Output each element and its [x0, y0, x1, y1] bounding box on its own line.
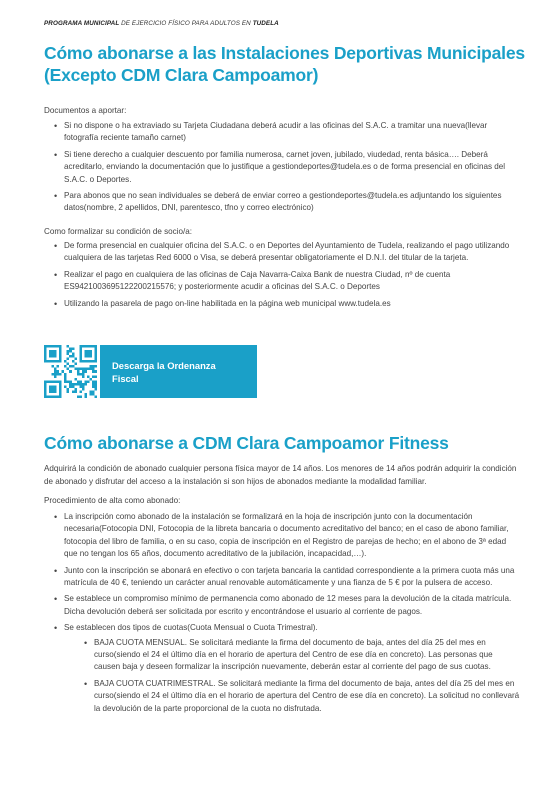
list-item [44, 622, 520, 715]
list-item: • Si no dispone o ha extraviado su Tarjeta Ciudadana deberá acudir a las oficinas del S.A.C. a tramitar una nueva(llevar fotografía reciente tamaño carnet) [44, 120, 520, 145]
qr-code[interactable] [44, 345, 97, 398]
header-middle: DE EJERCICIO FÍSICO PARA ADULTOS EN [121, 20, 251, 27]
list-item: • Se establece un compromiso mínimo de permanencia como abonado de 12 meses para la devolución de la citada matrícula. Dicha devolución deberá ser solicitada por escrito y encontrándose el usuario al corriente de pagos. [44, 593, 520, 618]
docs-list [44, 120, 520, 219]
section2-intro: Adquirirá la condición de abonado cualquier persona física mayor de 14 años. Los menores de 14 años podrán adquirir la condición de abonado y disfrutar del acceso a la instalación si son hijos de abonados mediante la modalidad familiar. [44, 464, 517, 486]
list-item: • BAJA CUOTA CUATRIMESTRAL. Se solicitará mediante la firma del documento de baja, antes del día 25 del mes en curso(siendo el 24 el último día en el horario de apertura del Centro de ese día en concreto). La solicitud no conllevará la devolución de la parte proporcional de la cuota no disfrutada. [74, 678, 520, 715]
header-city: TUDELA [252, 20, 279, 27]
list-item: • De forma presencial en cualquier oficina del S.A.C. o en Deportes del Ayuntamiento de Tudela, realizando el pago utilizando cualquiera de las tarjetas Red 6000 o Visa, se deberá presentar obligatoriamente el D.N.I. del titular de la tarjeta. [44, 240, 520, 265]
list-item: • Utilizando la pasarela de pago on-line habilitada en la página web municipal www.tudela.es [44, 298, 520, 310]
header-prefix: PROGRAMA MUNICIPAL [44, 20, 120, 27]
procedure-label: Procedimiento de alta como abonado: [44, 496, 181, 505]
formalize-label: Como formalizar su condición de socio/a: [44, 227, 193, 236]
list-item: • La inscripción como abonado de la instalación se formalizará en la hoja de inscripción junto con la documentación necesaria(Fotocopia DNI, Fotocopia de la libreta bancaria o documento acreditativo del banco; en el caso de abono familiar, fotocopia del libro de familia, o en su caso, copia de inscripción en el Registro de parejas de hecho; en el abono de 3ª edad que no tengan los 65 años, documento acreditativo de la jubilación, incapacidad,…). [44, 511, 520, 561]
section1-title-line2: (Excepto CDM Clara Campoamor) [44, 65, 319, 85]
download-button-label: Descarga la Ordenanza Fiscal [112, 360, 216, 384]
procedure-list [44, 511, 520, 719]
download-ordinance-button[interactable] [100, 345, 257, 398]
section1-title-line1: Cómo abonarse a las Instalaciones Deportivas Municipales [44, 43, 525, 63]
docs-label: Documentos a aportar: [44, 106, 127, 115]
quota-types-intro: Se establecen dos tipos de cuotas(Cuota Mensual o Cuota Trimestral). [64, 623, 318, 633]
list-item: • Junto con la inscripción se abonará en efectivo o con tarjeta bancaria la cantidad correspondiente a la primera cuota más una matrícula de 40 €, teniendo un carácter anual renovable automáticamente y una fianza de 5 € por la pulsera de acceso. [44, 565, 520, 590]
page-header [44, 20, 279, 27]
list-item: • BAJA CUOTA MENSUAL. Se solicitará mediante la firma del documento de baja, antes del día 25 del mes en curso(siendo el 24 el último día en el horario de apertura del Centro de ese día en concreto). Las personas que causen baja y deseen formalizar la inscripción nuevamente, deberán estar al corriente del pago de sus cuotas. [74, 637, 520, 674]
list-item: • Para abonos que no sean individuales se deberá de enviar correo a gestiondeportes@tudela.es adjuntando los siguientes datos(nombre, 2 apellidos, DNI, parentesco, tfno y correo electrónico) [44, 190, 520, 215]
formalize-list [44, 240, 520, 314]
list-item: • Realizar el pago en cualquiera de las oficinas de Caja Navarra-Caixa Bank de nuestra Ciudad, nº de cuenta ES9421003695122200215576; y posteriormente acudir a oficinas del S.A.C. o Deportes [44, 269, 520, 294]
list-item: • Si tiene derecho a cualquier descuento por familia numerosa, carnet joven, jubilado, viudedad, renta básica…. Deberá acreditarlo, enviando la documentación que lo justifique a gestiondeportes@tudela.es o de forma presencial en oficinas del S.A.C. o Deportes. [44, 149, 520, 186]
quota-types-list [74, 637, 520, 715]
section2-title: Cómo abonarse a CDM Clara Campoamor Fitness [44, 433, 449, 453]
